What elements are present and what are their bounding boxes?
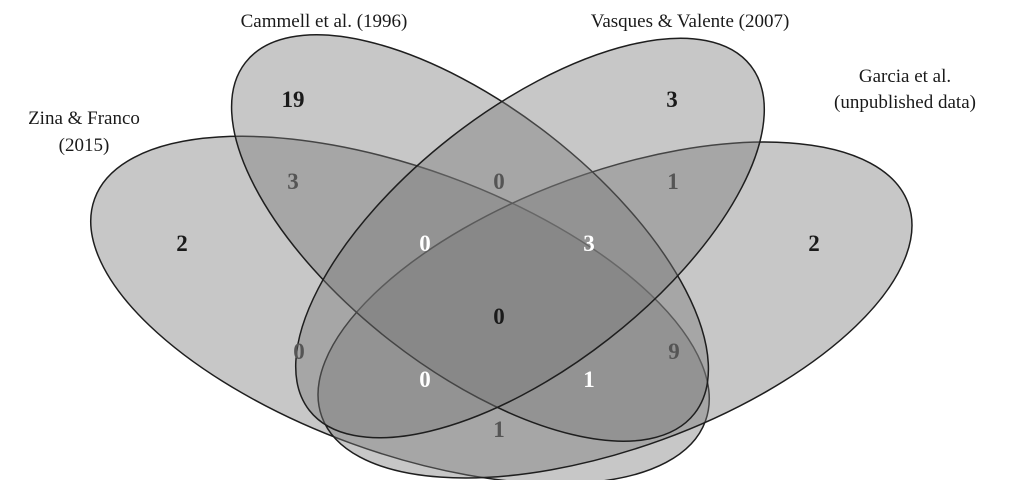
count-zina-cammell-garcia: 1 [583, 367, 595, 392]
count-all-four: 0 [493, 304, 505, 329]
count-zina-vasques: 0 [293, 339, 305, 364]
count-vasques-only: 3 [666, 87, 678, 112]
count-zina-only: 2 [176, 231, 188, 256]
count-cammell-garcia: 9 [668, 339, 680, 364]
set-label-zina-line-1: Zina & Franco [28, 108, 140, 129]
set-label-garcia-line-2: (unpublished data) [834, 92, 976, 113]
count-zina-cammell: 3 [287, 169, 299, 194]
set-label-cammell: Cammell et al. (1996) [240, 11, 408, 32]
count-vasques-garcia: 1 [667, 169, 679, 194]
set-label-garcia-line-1: Garcia et al. [858, 66, 952, 87]
count-cammell-vasques-garcia: 3 [583, 231, 595, 256]
count-cammell-only: 19 [281, 87, 305, 112]
count-zina-cammell-vasques: 0 [419, 231, 431, 256]
count-garcia-only: 2 [808, 231, 820, 256]
count-zina-garcia: 1 [493, 417, 505, 442]
count-zina-vasques-garcia: 0 [419, 367, 431, 392]
set-label-vasques: Vasques & Valente (2007) [590, 11, 790, 32]
set-label-zina-line-2: (2015) [58, 135, 110, 156]
count-cammell-vasques: 0 [493, 169, 505, 194]
